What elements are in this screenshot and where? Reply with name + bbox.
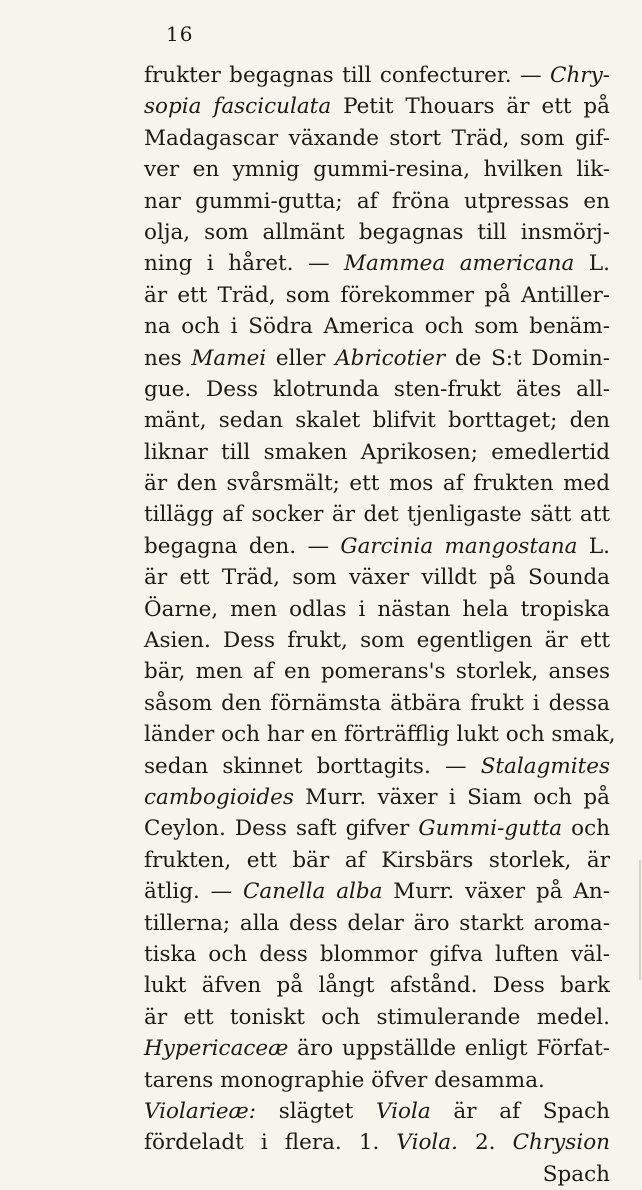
text-line [144, 562, 610, 593]
page-edge-shadow [639, 860, 641, 980]
text-line [144, 782, 610, 813]
text-segment: Spach [542, 1161, 610, 1187]
text-segment: Asien. Dess frukt, som egentligen är ett [144, 628, 610, 654]
text-line [144, 970, 610, 1001]
text-segment: L. [574, 251, 611, 277]
text-line [144, 123, 610, 154]
text-line [144, 91, 610, 122]
italic-term: cambogioides [144, 784, 294, 810]
text-line [144, 248, 610, 279]
text-line [144, 437, 610, 468]
italic-term: Mammea americana [344, 251, 575, 277]
italic-term: sopia fasciculata [144, 94, 332, 120]
italic-term: Chrysion [512, 1130, 610, 1156]
text-line [144, 60, 610, 91]
text-segment: Murr. växer på An- [382, 879, 610, 905]
text-segment: sedan skinnet borttagits. — [144, 753, 481, 779]
body-text [144, 60, 616, 1190]
text-segment: eller [266, 345, 336, 371]
text-line [144, 531, 610, 562]
text-segment: är ett toniskt och stimulerande medel. [144, 1004, 610, 1030]
text-segment: tarens monographie öfver desamma. [144, 1067, 545, 1093]
italic-term: Viola. [396, 1130, 458, 1156]
text-segment: fördeladt i flera. 1. [144, 1130, 397, 1156]
text-segment: 2. [457, 1130, 513, 1156]
text-line [144, 186, 610, 217]
text-line [144, 845, 610, 876]
text-segment: är ett Träd, som förekommer på Antiller- [144, 282, 610, 308]
text-segment: nes [144, 345, 192, 371]
text-segment: liknar till smaken Aprikosen; emedlertid [144, 439, 610, 465]
text-line [144, 343, 610, 374]
text-line [144, 1159, 610, 1190]
text-segment: slägtet [256, 1098, 376, 1124]
text-segment: frukter begagnas till confecturer. — [144, 63, 550, 88]
italic-term: Mamei [191, 345, 267, 371]
text-line [144, 1127, 610, 1158]
text-line [144, 1002, 610, 1033]
text-line [144, 688, 610, 719]
text-segment: lukt äfven på långt afstånd. Dess bark [144, 973, 610, 999]
text-line [144, 625, 610, 656]
text-segment: ätlig. — [144, 879, 243, 905]
text-segment: tillerna; alla dess delar äro starkt aroma- [144, 910, 610, 936]
text-line [144, 374, 610, 405]
text-line [144, 1033, 610, 1064]
text-segment: mänt, sedan skalet blifvit borttaget; den [144, 408, 610, 434]
italic-term: Stalagmites [480, 753, 610, 779]
text-line [144, 499, 610, 530]
text-line [144, 876, 610, 907]
text-line [144, 719, 616, 750]
text-segment: de S:t Domin- [445, 345, 610, 371]
text-line [144, 656, 610, 687]
italic-term: Abricotier [335, 345, 446, 371]
text-segment: na och i Södra America och som benäm- [144, 314, 610, 340]
text-line [144, 939, 610, 970]
italic-term: Violarieæ: [144, 1098, 256, 1124]
text-segment: nar gummi-gutta; af fröna utpressas en [144, 188, 610, 214]
text-segment: bär, men af en pomerans's storlek, anses [144, 659, 610, 685]
italic-term: Garcinia mangostana [340, 533, 578, 559]
text-line [144, 594, 610, 625]
text-line [144, 468, 610, 499]
text-line [144, 751, 610, 782]
text-segment: Öarne, men odlas i nästan hela tropiska [144, 596, 610, 622]
text-segment: ver en ymnig gummi-resina, hvilken lik- [144, 157, 610, 183]
text-segment: är den svårsmält; ett mos af frukten med [144, 471, 610, 497]
text-line [144, 217, 610, 248]
text-segment: tiska och dess blommor gifva luften väl- [144, 941, 610, 967]
italic-term: Hypericaceæ [144, 1036, 289, 1062]
text-line [144, 311, 610, 342]
text-segment: Murr. växer i Siam och på [293, 784, 610, 810]
italic-term: Chry- [550, 63, 610, 88]
italic-term: Viola [376, 1098, 431, 1124]
text-segment: är af Spach [430, 1098, 610, 1124]
text-line [144, 405, 610, 436]
text-segment: tillägg af socker är det tjenligaste sätt att [144, 502, 610, 528]
text-line [144, 813, 610, 844]
text-line [144, 1065, 610, 1096]
text-line [144, 908, 610, 939]
text-segment: äro uppställde enligt Förfat- [288, 1036, 610, 1062]
text-segment: Petit Thouars är ett på [331, 94, 610, 120]
text-segment: och [562, 816, 610, 842]
text-line [144, 154, 610, 185]
text-segment: länder och har en förträfflig lukt och smak, [144, 722, 616, 748]
text-segment: gue. Dess klotrunda sten-frukt ätes all- [144, 376, 610, 402]
italic-term: Canella alba [242, 879, 383, 905]
italic-term: Gummi-gutta [418, 816, 563, 842]
text-segment: Madagascar växande stort Träd, som gif- [144, 125, 610, 151]
text-segment: Ceylon. Dess saft gifver [144, 816, 419, 842]
text-line [144, 1096, 610, 1127]
text-segment: såsom den förnämsta ätbära frukt i dessa [144, 690, 610, 716]
page-number: 16 [166, 22, 194, 46]
text-segment: L. [577, 533, 610, 559]
text-segment: ning i håret. — [144, 251, 345, 277]
text-segment: begagna den. — [144, 533, 341, 559]
text-segment: olja, som allmänt begagnas till insmörj- [144, 219, 610, 245]
text-line [144, 280, 610, 311]
text-segment: är ett Träd, som växer villdt på Sounda [144, 565, 610, 591]
text-segment: frukten, ett bär af Kirsbärs storlek, är [144, 847, 610, 873]
